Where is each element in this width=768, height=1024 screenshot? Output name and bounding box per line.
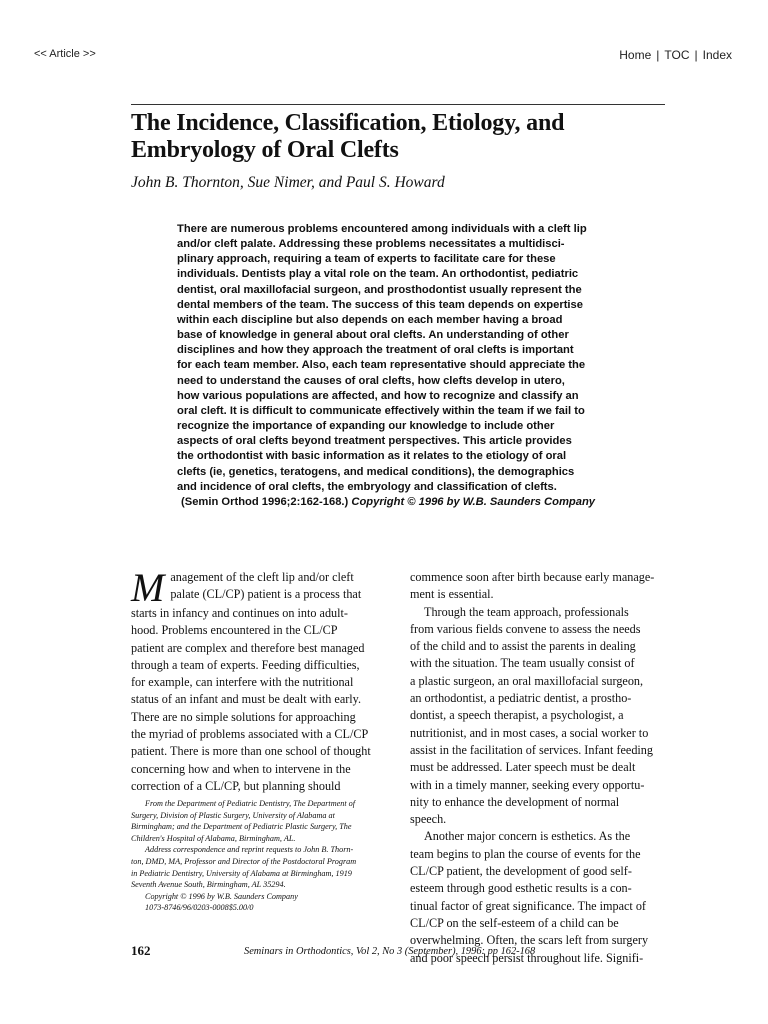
body-line: concerning how and when to intervene in the — [131, 761, 351, 776]
journal-footer: Seminars in Orthodontics, Vol 2, No 3 (September), 1996: pp 162-168 — [244, 946, 536, 957]
footnote-line: From the Department of Pediatric Dentistry, The Department of — [145, 799, 356, 808]
abstract — [177, 222, 621, 510]
body-line: status of an infant and must be dealt with early. — [131, 692, 362, 707]
copyright-notice: Copyright © 1996 by W.B. Saunders Company — [351, 495, 595, 508]
title-line: The Incidence, Classification, Etiology, and — [131, 110, 565, 136]
abstract-line: aspects of oral clefts beyond treatment perspectives. This article provides — [177, 435, 572, 448]
body-line: with the situation. The team usually consist of — [410, 656, 635, 671]
footnote-line: Copyright © 1996 by W.B. Saunders Company — [145, 891, 298, 901]
body-line: overwhelming. Often, the scars left from surgery — [410, 933, 649, 948]
body-line: a plastic surgeon, an oral maxillofacial surgeon, — [410, 673, 644, 688]
abstract-line: dentist, oral maxillofacial surgeon, and prosthodontist usually represent the — [177, 283, 582, 296]
body-line: patient. There is more than one school of thought — [131, 744, 371, 759]
body-line: CL/CP patient, the development of good self- — [410, 864, 632, 879]
title-rule — [131, 104, 665, 105]
body-line: Through the team approach, professionals — [424, 604, 629, 619]
body-line: speech. — [410, 812, 447, 827]
body-line: must be addressed. Later speech must be dealt — [410, 760, 636, 775]
body-line: from various fields convene to assess the needs — [410, 621, 641, 636]
toc-link[interactable]: TOC — [664, 48, 690, 62]
abstract-line: plinary approach, requiring a team of experts to facilitate care for these — [177, 253, 556, 266]
abstract-line: oral cleft. It is difficult to communicate effectively within the team if we fail to — [177, 404, 585, 417]
footnote-line: in Pediatric Dentistry, University of Alabama at Birmingham, 1919 — [131, 868, 352, 878]
body-line: assist in the facilitation of services. Infant feeding — [410, 742, 653, 757]
body-line: patient are complex and therefore best managed — [131, 640, 365, 655]
abstract-line: and incidence of oral clefts, the embryology and classification of clefts. — [177, 480, 557, 493]
abstract-line: dental members of the team. The success of this team depends on expertise — [177, 298, 583, 311]
body-line: and poor speech persist throughout life. Signifi- — [410, 950, 644, 965]
abstract-line: how various populations are affected, and how to recognize and classify an — [177, 389, 579, 402]
nav-separator: | — [694, 48, 698, 62]
body-line: esteem through good esthetic results is a con- — [410, 881, 632, 896]
prev-next-article-link[interactable]: << Article >> — [34, 48, 96, 60]
body-line: Another major concern is esthetics. As the — [424, 829, 631, 844]
article-title — [131, 110, 691, 164]
footnote-line: Children's Hospital of Alabama, Birmingham, AL. — [131, 833, 296, 843]
abstract-line: the orthodontist with basic information as it relates to the etiology of oral — [177, 450, 567, 463]
body-line: an orthodontist, a pediatric dentist, a prostho- — [410, 691, 632, 706]
footnote-line: Seventh Avenue South, Birmingham, AL 35294. — [131, 880, 286, 890]
body-line: hood. Problems encountered in the CL/CP — [131, 623, 338, 638]
body-line: nity to enhance the development of normal — [410, 794, 620, 809]
abstract-line: within each discipline but also depends on each member having a broad — [177, 313, 563, 326]
abstract-line: disciplines and how they approach the treatment of oral clefts is important — [177, 344, 574, 357]
top-navigation — [619, 48, 732, 62]
abstract-line: for each team member. Also, each team representative should appreciate the — [177, 359, 586, 372]
abstract-line: individuals. Dentists play a vital role on the team. An orthodontist, pediatric — [177, 268, 579, 281]
abstract-line: There are numerous problems encountered among individuals with a cleft lip — [177, 223, 587, 235]
body-line: with in a timely manner, seeking every opportu- — [410, 777, 645, 792]
body-line: of the child and to assist the parents in dealing — [410, 639, 636, 654]
page-number: 162 — [131, 943, 151, 958]
home-link[interactable]: Home — [619, 48, 652, 62]
footnote-line: Address correspondence and reprint requests to John B. Thorn- — [145, 845, 354, 855]
body-line: nutritionist, and in most cases, a social worker to — [410, 725, 649, 740]
body-line: tinual factor of great significance. The impact of — [410, 898, 646, 913]
body-line: dontist, a speech therapist, a psychologist, a — [410, 708, 624, 723]
body-line: commence soon after birth because early manage- — [410, 570, 655, 584]
body-line: correction of a CL/CP, but planning should — [131, 778, 341, 793]
footnote-line: Birmingham; and the Department of Pediatric Plastic Surgery, The — [131, 822, 352, 832]
index-link[interactable]: Index — [702, 48, 732, 62]
footnote-line: Surgery, Division of Plastic Surgery, University of Alabama at — [131, 810, 335, 820]
body-column-right — [410, 569, 668, 967]
article-authors: John B. Thornton, Sue Nimer, and Paul S. Howard — [131, 174, 445, 191]
body-column-left — [131, 565, 389, 795]
body-line: for example, can interfere with the nutritional — [131, 675, 354, 690]
abstract-citation-line — [177, 495, 621, 510]
body-line: palate (CL/CP) patient is a process that — [170, 587, 362, 602]
abstract-line: clefts (ie, genetics, teratogens, and medical conditions), the demographics — [177, 465, 575, 478]
footnote-line: 1073-8746/96/0203-0008$5.00/0 — [145, 903, 254, 913]
abstract-line: and/or cleft palate. Addressing these problems necessitates a multidisci- — [177, 238, 565, 251]
nav-separator: | — [656, 48, 660, 62]
title-line: Embryology of Oral Clefts — [131, 137, 399, 163]
body-line: CL/CP on the self-esteem of a child can be — [410, 915, 619, 930]
body-line: through a team of experts. Feeding difficulties, — [131, 657, 360, 672]
abstract-line: need to understand the causes of oral clefts, how clefts develop in utero, — [177, 374, 565, 387]
body-line: ment is essential. — [410, 587, 494, 602]
body-line: There are no simple solutions for approaching — [131, 709, 356, 724]
affiliation-footnote — [131, 798, 393, 914]
abstract-line: base of knowledge in general about oral clefts. An understanding of other — [177, 329, 569, 342]
body-line: the myriad of problems associated with a CL/CP — [131, 727, 369, 742]
journal-citation: (Semin Orthod 1996;2:162-168.) — [181, 495, 349, 508]
body-line: anagement of the cleft lip and/or cleft — [170, 570, 354, 584]
body-line: team begins to plan the course of events for the — [410, 846, 641, 861]
body-line: starts in infancy and continues on into adult- — [131, 606, 348, 620]
footnote-line: ton, DMD, MA, Professor and Director of the Postdoctoral Program — [131, 856, 357, 866]
abstract-line: recognize the importance of expanding our knowledge to include other — [177, 420, 555, 433]
drop-cap: M — [131, 565, 165, 610]
